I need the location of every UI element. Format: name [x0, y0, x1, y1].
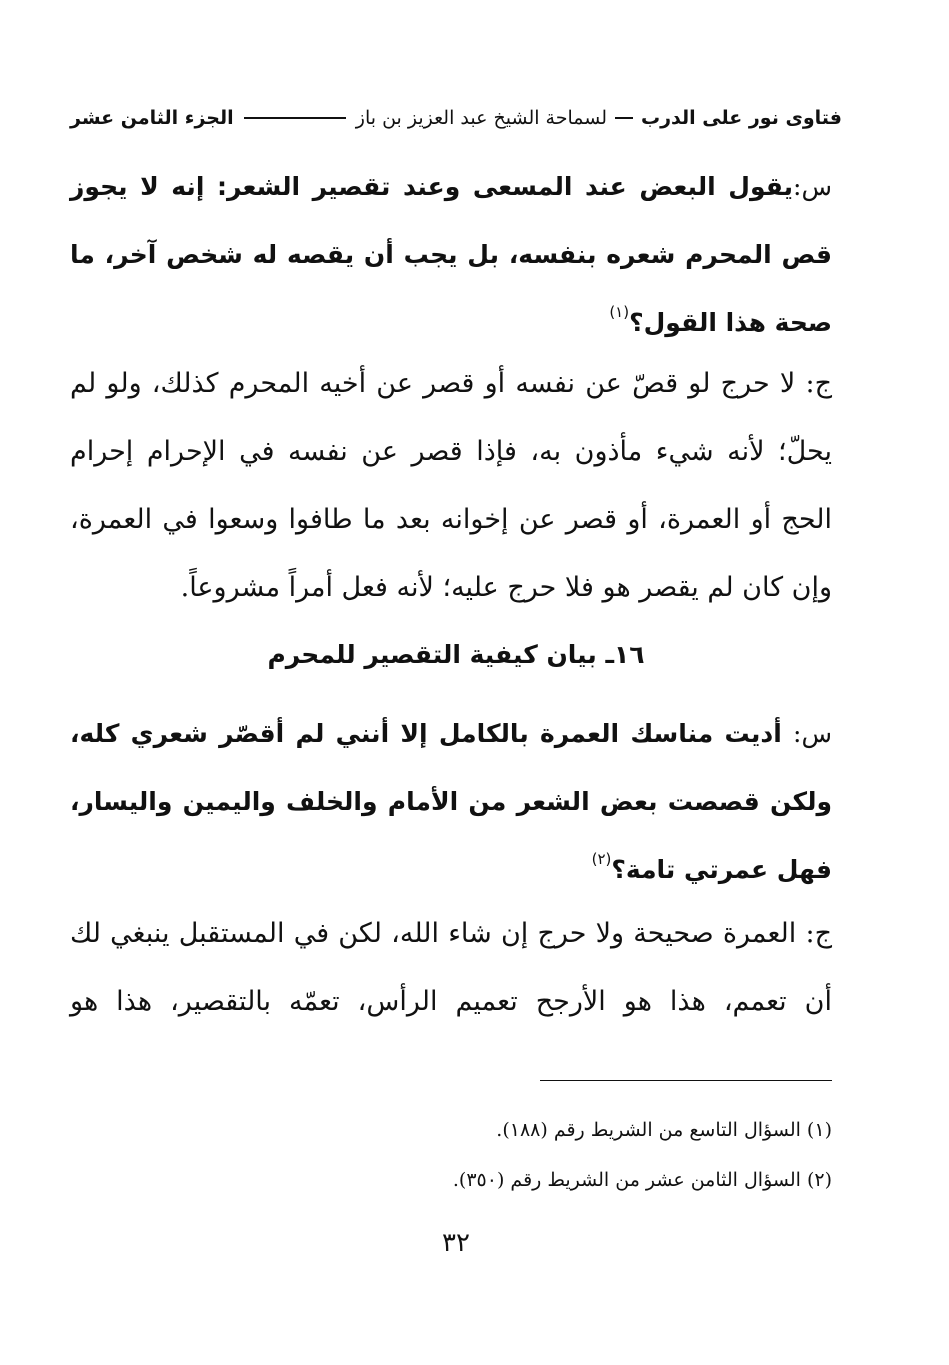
question-text: يقول البعض عند المسعى وعند تقصير الشعر: إنه لا يجوز قص المحرم شعره بنفسه، بل يجب أن يقصه له شخص آخر، ما صحة هذا القول؟	[70, 172, 832, 337]
question-prefix: س:	[793, 719, 832, 748]
section-heading: ١٦ـ بيان كيفية التقصير للمحرم	[267, 640, 645, 669]
header-dash	[615, 117, 633, 119]
footnote-rule	[540, 1080, 832, 1081]
book-page	[70, 95, 842, 1295]
footnote-ref-1[interactable]: (١)	[609, 303, 630, 321]
running-header	[70, 103, 842, 133]
author-name: لسماحة الشيخ عبد العزيز بن باز	[355, 107, 607, 129]
footnote-2: (٢) السؤال الثامن عشر من الشريط رقم (٣٥٠).	[452, 1169, 832, 1191]
running-header-title	[356, 107, 842, 129]
volume-label: الجزء الثامن عشر	[70, 107, 234, 129]
book-title: فتاوى نور على الدرب	[641, 107, 842, 129]
question-prefix: س:	[793, 172, 832, 201]
answer-2: ج: العمرة صحيحة ولا حرج إن شاء الله، لكن في المستقبل ينبغي لك أن تعمم، هذا هو الأرجح تعميم الرأس، تعمّه بالتقصير، هذا هو	[70, 918, 832, 1017]
page-number: ٣٢	[442, 1228, 470, 1258]
footnote-ref-2[interactable]: (٢)	[591, 850, 612, 868]
question-text: أديت مناسك العمرة بالكامل إلا أنني لم أقصّر شعري كله، ولكن قصصت بعض الشعر من الأمام والخلف واليمين واليسار، فهل عمرتي تامة؟	[70, 719, 832, 884]
answer-1: ج: لا حرج لو قصّ عن نفسه أو قصر عن أخيه المحرم كذلك، ولو لم يحلّ؛ لأنه شيء مأذون به، فإذا قصر عن نفسه في الإحرام إحرام الحج أو العمرة، أو قصر عن إخوانه بعد ما طافوا وسعوا في العمرة، وإن كان لم يقصر هو فلا حرج عليه؛ لأنه فعل أمراً مشروعاً.	[70, 368, 832, 603]
footnote-1: (١) السؤال التاسع من الشريط رقم (١٨٨).	[496, 1119, 832, 1141]
question-2	[70, 700, 832, 904]
header-rule	[244, 117, 346, 119]
question-1	[70, 153, 832, 357]
